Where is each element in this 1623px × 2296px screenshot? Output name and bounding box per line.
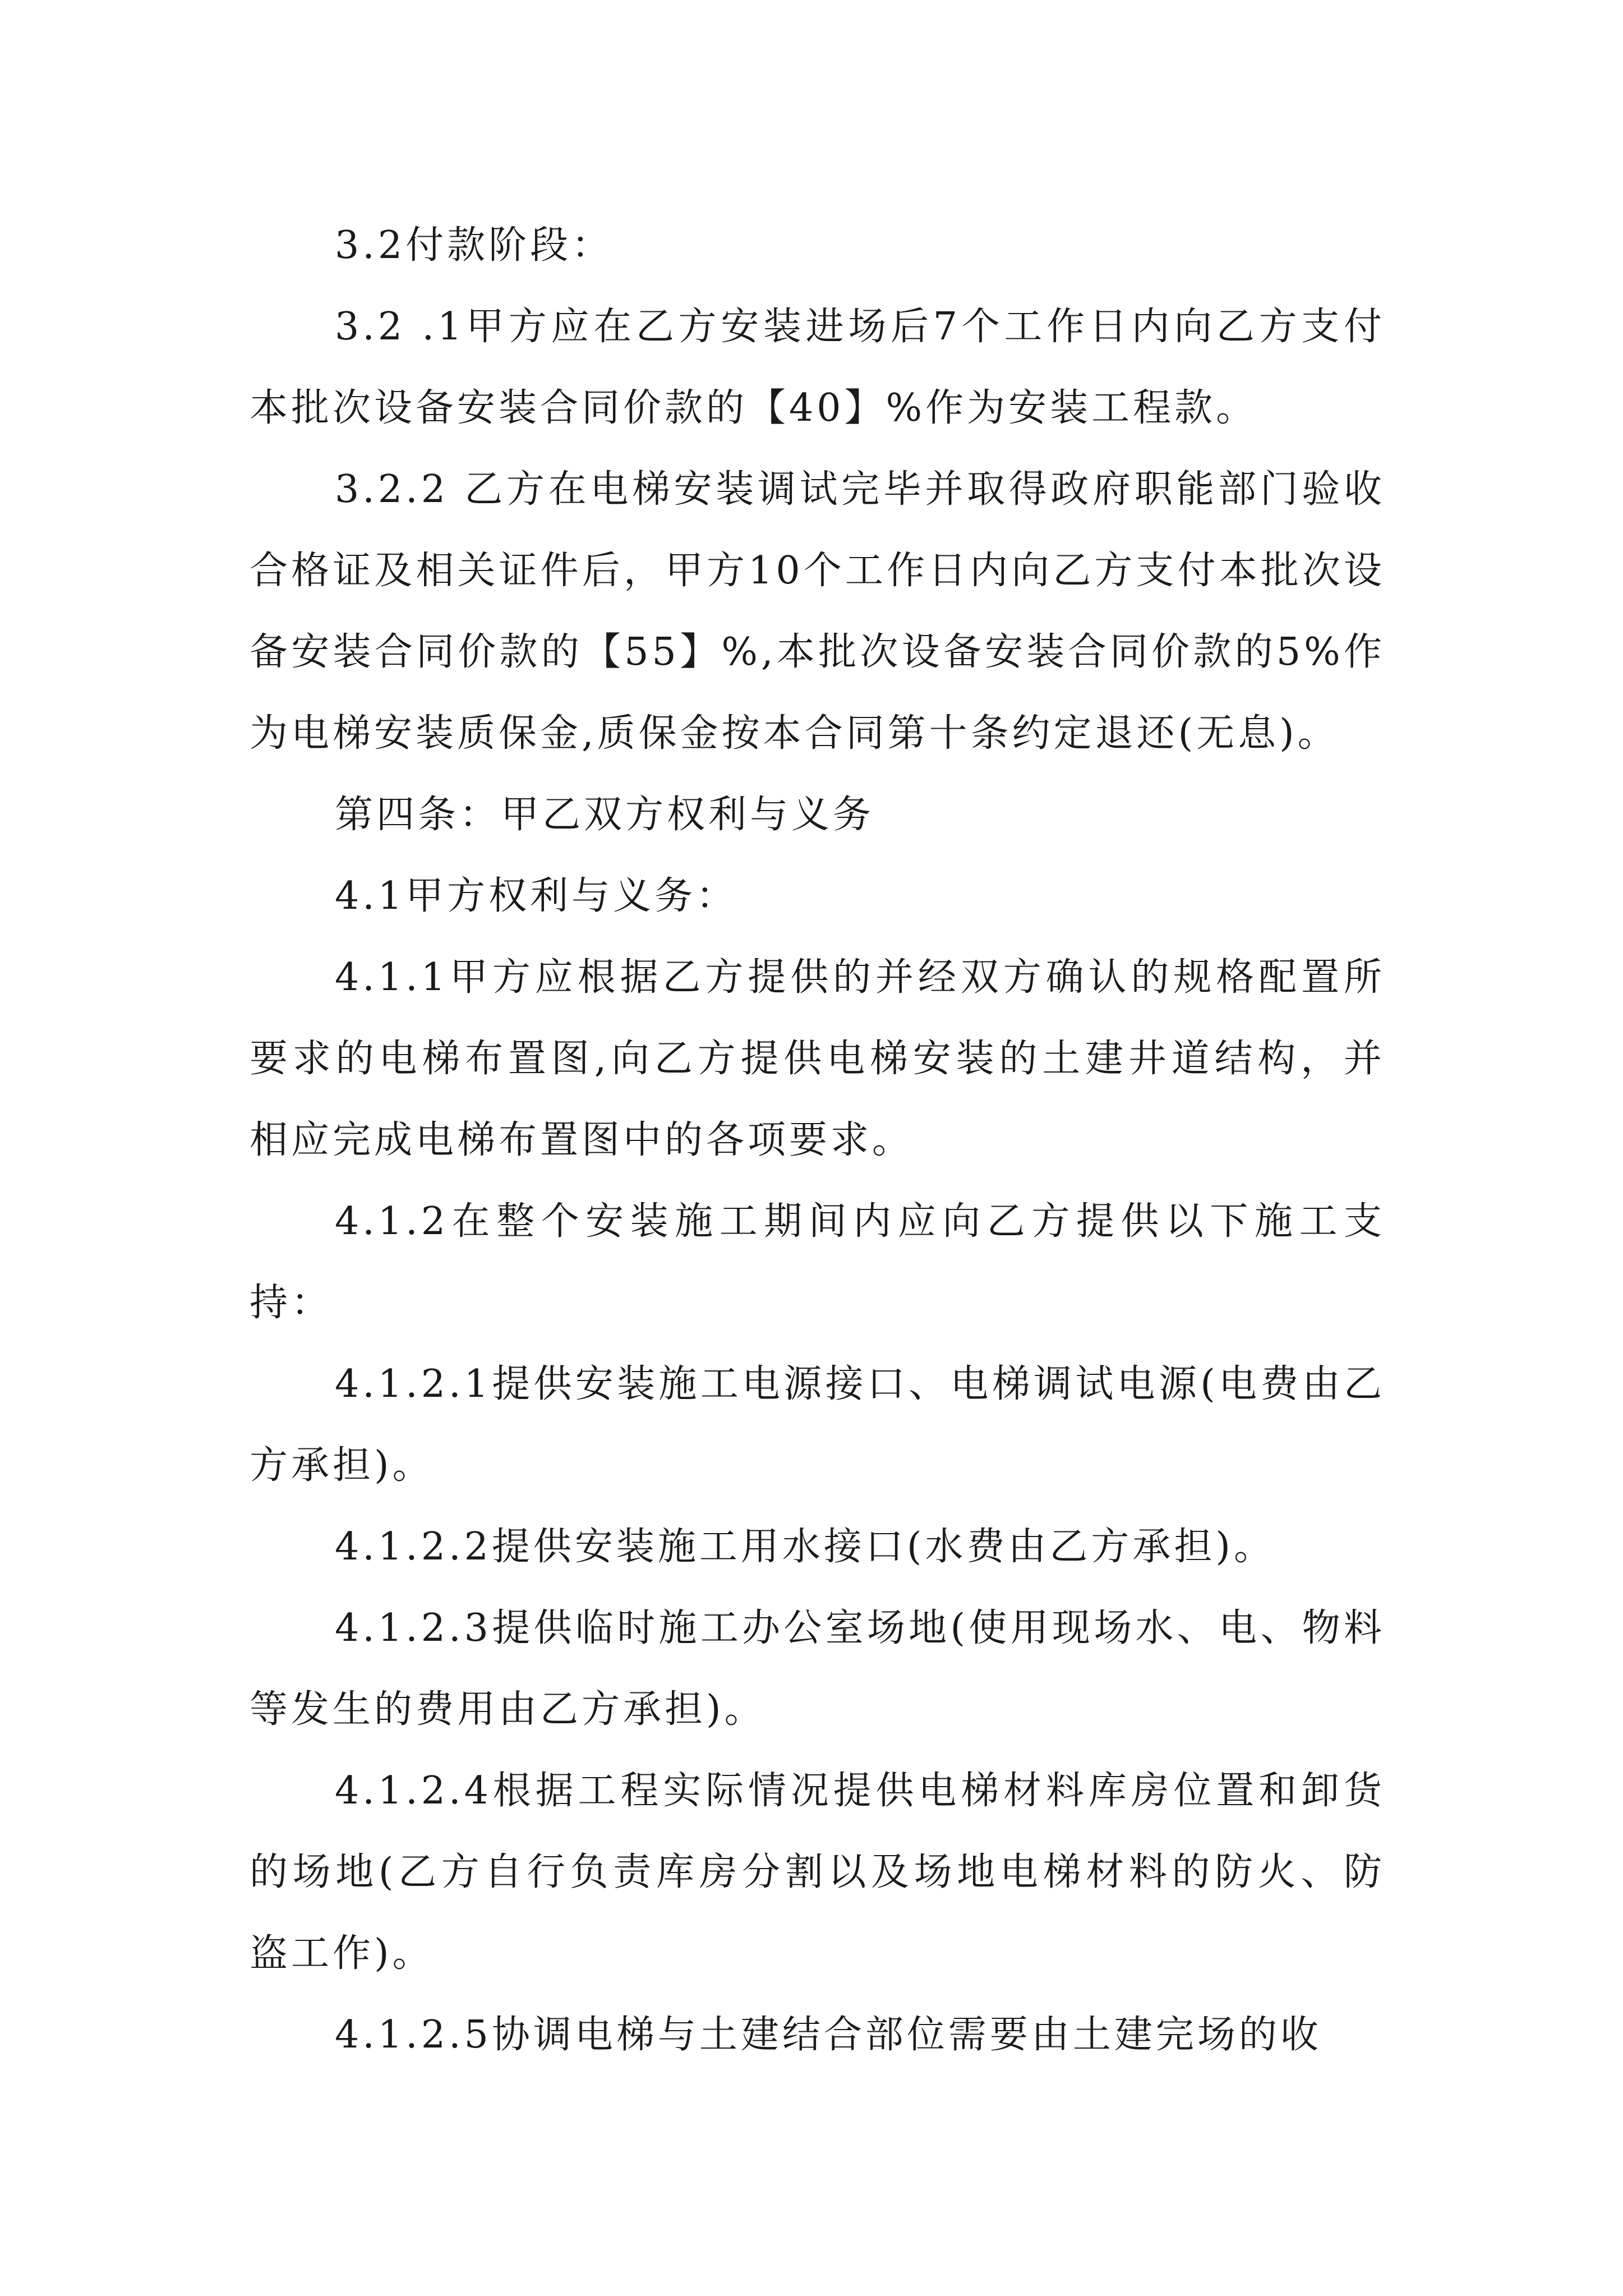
- paragraph-4-1-1: 4.1.1甲方应根据乙方提供的并经双方确认的规格配置所要求的电梯布置图,向乙方提供电梯安装的土建井道结构，并相应完成电梯布置图中的各项要求。: [250, 955, 1385, 1162]
- paragraph-3-2-1: 3.2 .1甲方应在乙方安装进场后7个工作日内向乙方支付本批次设备安装合同价款的【40】%作为安装工程款。: [250, 305, 1385, 430]
- document-body: [250, 205, 1385, 2076]
- paragraph-4-1-2-5: 4.1.2.5协调电梯与土建结合部位需要由土建完场的收: [335, 2013, 1322, 2057]
- paragraph-3-2-2: 3.2.2 乙方在电梯安装调试完毕并取得政府职能部门验收合格证及相关证件后，甲方10个工作日内向乙方支付本批次设备安装合同价款的【55】%,本批次设备安装合同价款的5%作为电梯安装质保金,质保金按本合同第十条约定退还(无息)。: [250, 467, 1385, 756]
- paragraph-4-1-2-3: 4.1.2.3提供临时施工办公室场地(使用现场水、电、物料等发生的费用由乙方承担)。: [250, 1606, 1385, 1732]
- paragraph-4-1-2-2: 4.1.2.2提供安装施工用水接口(水费由乙方承担)。: [335, 1525, 1275, 1569]
- paragraph-4-1-2-4: 4.1.2.4根据工程实际情况提供电梯材料库房位置和卸货的场地(乙方自行负责库房分割以及场地电梯材料的防火、防盗工作)。: [250, 1769, 1385, 1976]
- paragraph-4-1-2: 4.1.2在整个安装施工期间内应向乙方提供以下施工支持：: [250, 1199, 1385, 1325]
- article-four-heading: 第四条：甲乙双方权利与义务: [335, 793, 875, 837]
- paragraph-3-2-heading: 3.2付款阶段：: [335, 223, 614, 268]
- paragraph-4-1-heading: 4.1甲方权利与义务：: [335, 874, 738, 918]
- paragraph-4-1-2-1: 4.1.2.1提供安装施工电源接口、电梯调试电源(电费由乙方承担)。: [250, 1362, 1385, 1488]
